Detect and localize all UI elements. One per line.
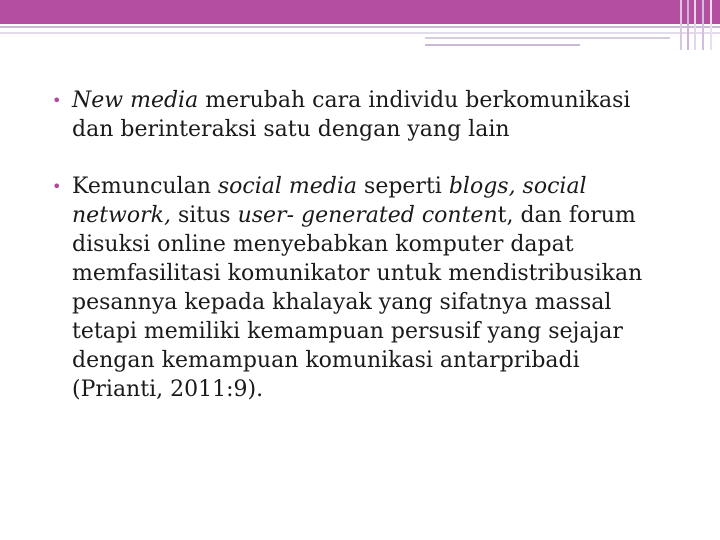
bullet-icon: •: [52, 91, 62, 110]
decorative-stripe: [687, 0, 689, 50]
decorative-line: [0, 26, 720, 28]
text-span: New media: [72, 88, 199, 113]
text-span: Kemunculan: [72, 174, 218, 199]
text-span: t, dan forum disuksi online menyebabkan komputer dapat memfasilitasi komunikator untuk mendistribusikan pesannya kepada khalayak yang sifatnya massal tetapi memiliki kemampuan persusif yang sejajar dengan kemampuan komunikasi antarpribadi (Prianti, 2011:9).: [72, 203, 643, 402]
text-span: situs: [170, 203, 238, 228]
bullet-item-social-media: [48, 172, 668, 404]
text-span: blogs, social network,: [72, 174, 587, 228]
decorative-stripe: [710, 0, 712, 50]
decorative-stripe: [702, 0, 704, 50]
text-span: social media: [217, 174, 358, 199]
decorative-stripe: [694, 0, 696, 50]
decorative-line: [425, 44, 580, 46]
bullet-item-new-media: [48, 86, 668, 144]
bullet-icon: •: [52, 177, 62, 196]
bullet-list: [48, 86, 668, 432]
decorative-line: [0, 32, 720, 34]
text-span: seperti: [357, 174, 449, 199]
text-span: user- generated conten: [237, 203, 498, 228]
decorative-stripes: [680, 0, 720, 50]
text-span: merubah cara individu berkomunikasi dan berinteraksi satu dengan yang lain: [72, 88, 631, 142]
header-band: [0, 0, 720, 24]
decorative-stripe: [680, 0, 682, 50]
decorative-line: [425, 37, 670, 39]
